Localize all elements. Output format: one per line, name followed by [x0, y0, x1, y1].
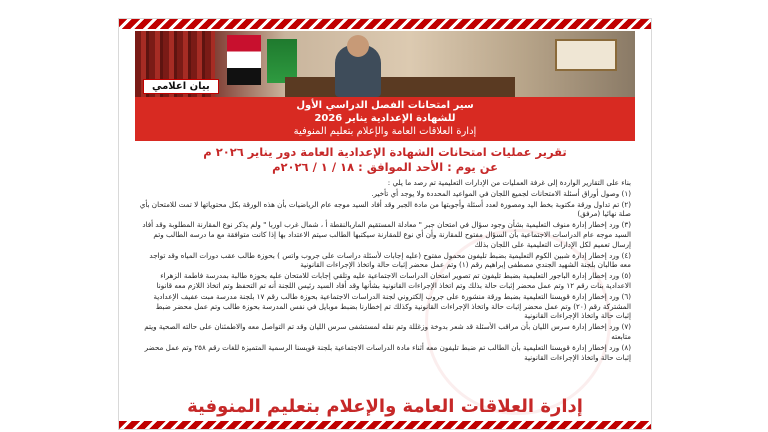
report-item: (٦) ورد إخطار إدارة قويسنا التعليمية بضبط ورقة منشورة على جروب إلكتروني لجنة الدراسات الاجتماعية بحوزة طالب رقم ١٧ بلجنة مدرسة مبت عفيف الإعدادية المشتركة رقم (٢٠) وتم عمل محضر إثبات حالة واتخاذ الإجراءات القانونية وكذلك تم إخطارنا بضبط موبايل في نفس المدرسة بحوزة طالب وتم عمل محضر ضبط إثبات حالة واتخاذ الإجراءات القانونية	[153, 291, 631, 321]
press-release-document	[118, 18, 652, 430]
report-item: (٤) ورد إخطار إدارة شبين الكوم التعليمية بضبط تليفون محمول مفتوح (عليه إجابات لأسئلة دراسات على جروب واتس ) بحوزة طالب عقب دورات المياه وقد تواجد معه طالبان بلجنة الشهيد الجندي مصطفى إبراهيم رقم (١) وتم عمل محضر إثبات حالة واتخاذ الإجراءات القانونية	[149, 250, 631, 270]
report-intro: بناء على التقارير الواردة إلى غرفة العمليات من الإدارات التعليمية تم رصد ما يلي :	[387, 178, 631, 187]
report-item: (٥) ورد إخطار إدارة الباجور التعليمية بضبط تليفون تم تصوير امتحان الدراسات الاجتماعية عليه وتلقي إجابات للامتحان عليه بحوزة طالبة بمدرسة فاطمة الزهراء الاعدادية بنات رقم ١٢ وتم عمل محضر إثبات حالة بذلك وتم اتخاذ الإجراءات القانونية بشأنها وقد أفاد السيد رئيس اللجنة أنه تم التحفظ وتم اتخاذ اللازم معه قانونا	[156, 271, 631, 290]
report-item: (١) وصول أوراق أسئلة الامتحانات لجميع اللجان في المواعيد المحددة ولا يوجد أي تأخير.	[371, 188, 631, 198]
report-title: تقرير عمليات امتحانات الشهادة الإعدادية العامة دور يناير ٢٠٢٦ م	[203, 145, 567, 159]
report-item: (٨) ورد إخطار إدارة قويسنا التعليمية بأن الطالب تم ضبط تليفون معه أثناء مادة الدراسات الاجتماعية بلجنة قويسنا الرسمية المتميزة للغات رقم ٢٥٨ وتم عمل محضر إثبات حالة واتخاذ الإجراءات القانونية	[144, 342, 631, 362]
report-item: (٧) ورد إخطار إدارة سرس الليان بأن مراقب الأسئلة قد شعر بدوخة وزغللة وتم نقله لمستشفى سرس الليان وقد تم التواصل معه والاطمئنان على حالته الصحية ويتم متابعته	[144, 322, 631, 341]
banner-line-2: للشهادة الإعدادية يناير 2026	[314, 113, 456, 124]
banner-line-3: إدارة العلاقات العامة والإعلام بتعليم المنوفية	[293, 126, 477, 137]
top-border	[119, 19, 651, 29]
report-date: عن يوم : الأحد الموافق : ١٨ / ١ / ٢٠٢٦م	[272, 160, 498, 174]
banner-text	[135, 99, 635, 138]
report-item: (٣) ورد إخطار إدارة منوف التعليمية بشأن وجود سؤال في امتحان جبر " معادلة المستقيم الماربالنقطة أ ، شمال غرب اوربا " ولم يذكر نوع المقارنة المطلوبة وقد أفاد السيد موجه عام الدراسات الاجتماعية بأن السؤال مفتوح للمقارنة وأن أي نوع للمقارنة سيكتبها الطالب سيتم الاعتداد بها إذا كانت متوافقة مع ما درسه الطالب وتم إرسال تعميم لكل الإدارات التعليمية على اللجان بذلك	[142, 220, 631, 249]
press-release-tag: بيان اعلامي	[143, 79, 219, 94]
official-head	[347, 35, 369, 57]
desk-image	[285, 77, 515, 97]
egypt-flag-image	[227, 35, 261, 85]
wall-frame-image	[555, 39, 617, 71]
report-body	[139, 145, 631, 363]
footer-signature: إدارة العلاقات العامة والإعلام بتعليم المنوفية	[187, 396, 583, 417]
header-banner	[135, 31, 635, 141]
banner-line-1: سير امتحانات الفصل الدراسي الأول	[296, 100, 474, 111]
report-item: (٢) تم تداول ورقة مكتوبة بخط اليد ومصورة لعدد أسئلة وأجوبتها من مادة الجبر وقد أفاد السيد موجه عام الرياضيات بأن هذه الورقة بكل محتوياتها لا تمت للامتحان بأي صلة نهائيا (مرفق)	[139, 199, 631, 219]
bottom-border	[119, 421, 651, 429]
